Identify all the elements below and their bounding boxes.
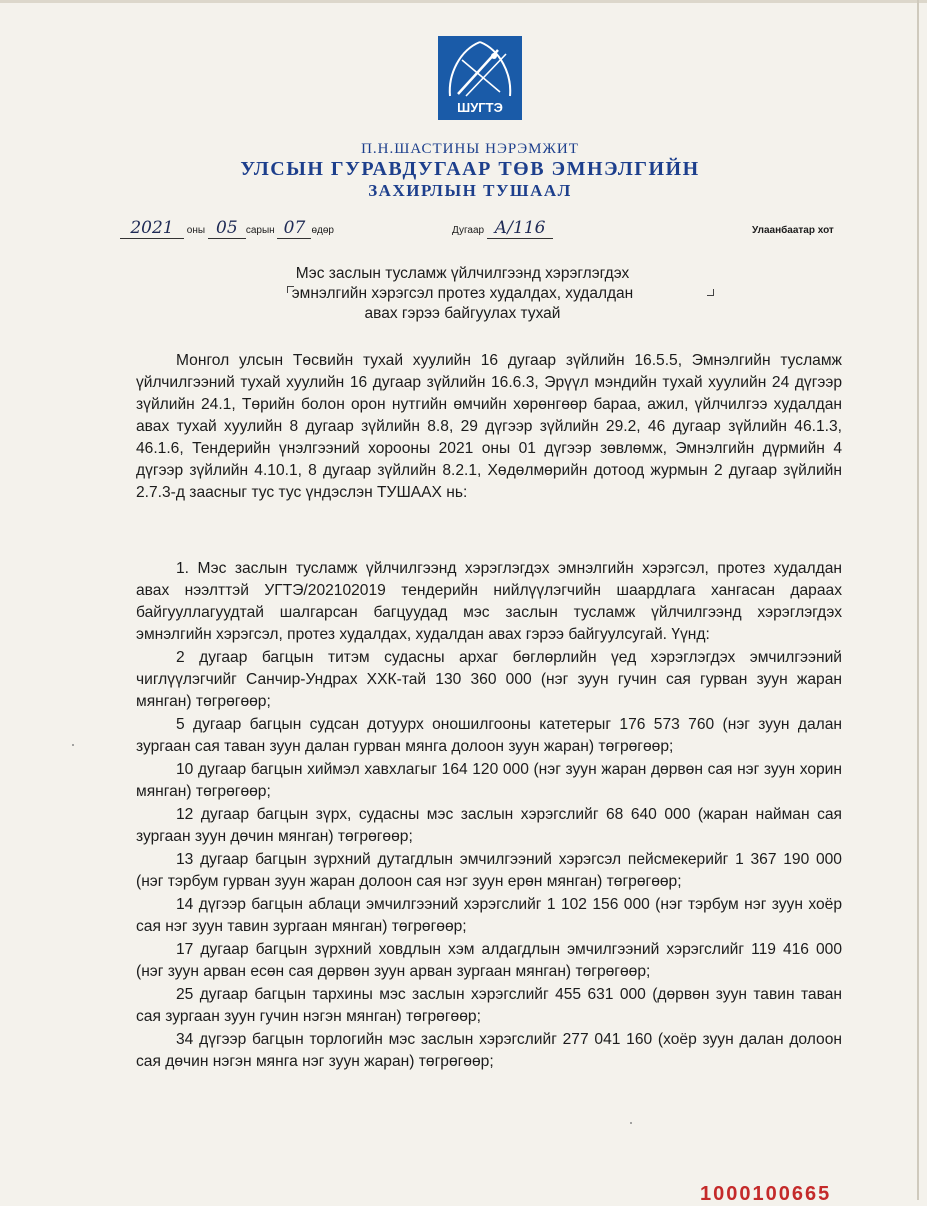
preamble-paragraph: Монгол улсын Төсвийн тухай хуулийн 16 дугаар зүйлийн 16.5.5, Эмнэлгийн тусламж үйлчилгээний тухай хуулийн 16 дугаар зүйлийн 16.6.3, Эрүүл мэндийн тухай хуулийн 24 дүгээр зүйлийн 24.1, Төрийн болон орон нутгийн өмчийн хөрөнгөөр бараа, ажил, үйлчилгээ худалдан авах тухай хуулийн 8 дугаар зүйлийн 8.8, 29 дүгээр зүйлийн 29.2, 46 дугаар зүйлийн 46.1.3, 46.1.6, Тендерийн үнэлгээний хорооны 2021 оны 01 дүгээр зөвлөмж, Эмнэлгийн дүрмийн 4 дүгээр зүйлийн 4.10.1, 8 дугаар зүйлийн 8.2.1, Хөдөлмөрийн дотоод журмын 2 дугаар зүйлийн 2.7.3-д заасныг тус тус үндэслэн ТУШААХ нь: [136, 352, 842, 501]
order-items [136, 558, 842, 1074]
title-line-3: авах гэрээ байгуулах тухай [364, 305, 561, 322]
order-item: 25 дугаар багцын тархины мэс заслын хэрэгслийг 455 631 000 (дөрвөн зуун тавин таван сая зургаан зуун гучин нэгэн мянган) төгрөгөөр; [136, 986, 842, 1025]
order-item: 13 дугаар багцын зүрхний дутагдлын эмчилгээний хэрэгсэл пейсмекерийг 1 367 190 000 (нэг тэрбум гурван зуун жаран долоон сая нэг зуун ерөн мянган) төгрөгөөр; [136, 851, 842, 890]
org-line-1: П.Н.ШАСТИНЫ НЭРЭМЖИТ [361, 141, 579, 157]
date-month-label: сарын [245, 225, 275, 236]
order-title [260, 264, 665, 324]
order-number: А/116 [487, 218, 553, 239]
title-corner-mark-left [287, 286, 294, 293]
order-item: 12 дугаар багцын зүрх, судасны мэс заслын хэрэгслийг 68 640 000 (жаран найман сая зургаан зуун дөчин мянган) төгрөгөөр; [136, 806, 842, 845]
title-line-1: Мэс заслын тусламж үйлчилгээнд хэрэглэгдэх [295, 265, 630, 282]
order-number-label: Дугаар [452, 225, 485, 236]
order-item: 5 дугаар багцын судсан дотуурх оношилгооны катетерыг 176 573 760 (нэг зуун далан зургаан сая таван зуун далан гурван мянга долоон зуун жаран) төгрөгөөр; [136, 716, 842, 755]
serial-stamp: 1000100665 [700, 1183, 832, 1205]
order-item: 10 дугаар багцын хиймэл хавхлагыг 164 120 000 (нэг зуун жаран дөрвөн сая нэг зуун хорин мянган) төгрөгөөр; [136, 761, 842, 800]
order-item: 34 дүгээр багцын торлогийн мэс заслын хэрэгслийг 277 041 160 (хоёр зуун далан долоон сая дөчин нэгэн мянга нэг зуун жаран) төгрөгөөр; [136, 1031, 842, 1070]
org-line-3: ЗАХИРЛЫН ТУШААЛ [368, 181, 572, 200]
organization-heading [150, 140, 790, 202]
order-number-field [452, 218, 553, 239]
date-number-line [0, 215, 927, 243]
city-label: Улаанбаатар хот [752, 225, 834, 236]
order-item: 14 дүгээр багцын аблаци эмчилгээний хэрэгслийг 1 102 156 000 (нэг тэрбум нэг зуун хоёр сая нэг зуун тавин зургаан мянган) төгрөгөөр; [136, 896, 842, 935]
scan-edge-right [917, 0, 919, 1200]
date-month: 05 [208, 218, 246, 239]
scan-edge-top [0, 0, 927, 3]
hospital-logo [438, 36, 522, 120]
date-year: 2021 [120, 218, 184, 239]
org-line-2: УЛСЫН ГУРАВДУГААР ТӨВ ЭМНЭЛГИЙН [240, 158, 700, 180]
logo-text: ШУГТЭ [457, 100, 503, 115]
order-item: 1. Мэс заслын тусламж үйлчилгээнд хэрэглэгдэх эмнэлгийн хэрэгсэл, протез худалдан авах нээлттэй УГТЭ/202102019 тендерийн нийлүүлэгчийн шаардлага хангасан дараах байгууллагуудтай шалгарсан багцуудад мэс заслын тусламж үйлчилгээнд хэрэглэгдэх эмнэлгийн хэрэгсэл, протез худалдах, худалдан авах гэрээ байгуулсугай. Үүнд: [136, 560, 842, 643]
scan-speck [72, 744, 74, 746]
preamble [136, 350, 842, 504]
title-line-2: эмнэлгийн хэрэгсэл протез худалдах, худалдан [291, 285, 634, 302]
date-year-label: оны [186, 225, 206, 236]
scan-speck [630, 1122, 632, 1124]
date-field [120, 218, 334, 239]
order-item: 2 дугаар багцын титэм судасны архаг бөглөрлийн үед хэрэглэгдэх эмчилгээний чиглүүлэгчийг Санчир-Ундрах ХХК-тай 130 360 000 (нэг зуун гучин сая гурван зуун жаран мянган) төгрөгөөр; [136, 649, 842, 710]
date-day: 07 [277, 218, 311, 239]
title-corner-mark-right [707, 289, 714, 296]
date-day-label: өдөр [311, 225, 334, 236]
order-item: 17 дугаар багцын зүрхний ховдлын хэм алдагдлын эмчилгээний хэрэгслийг 119 416 000 (нэг зуун арван есөн сая дөрвөн зуун арван зургаан мянган) төгрөгөөр; [136, 941, 842, 980]
